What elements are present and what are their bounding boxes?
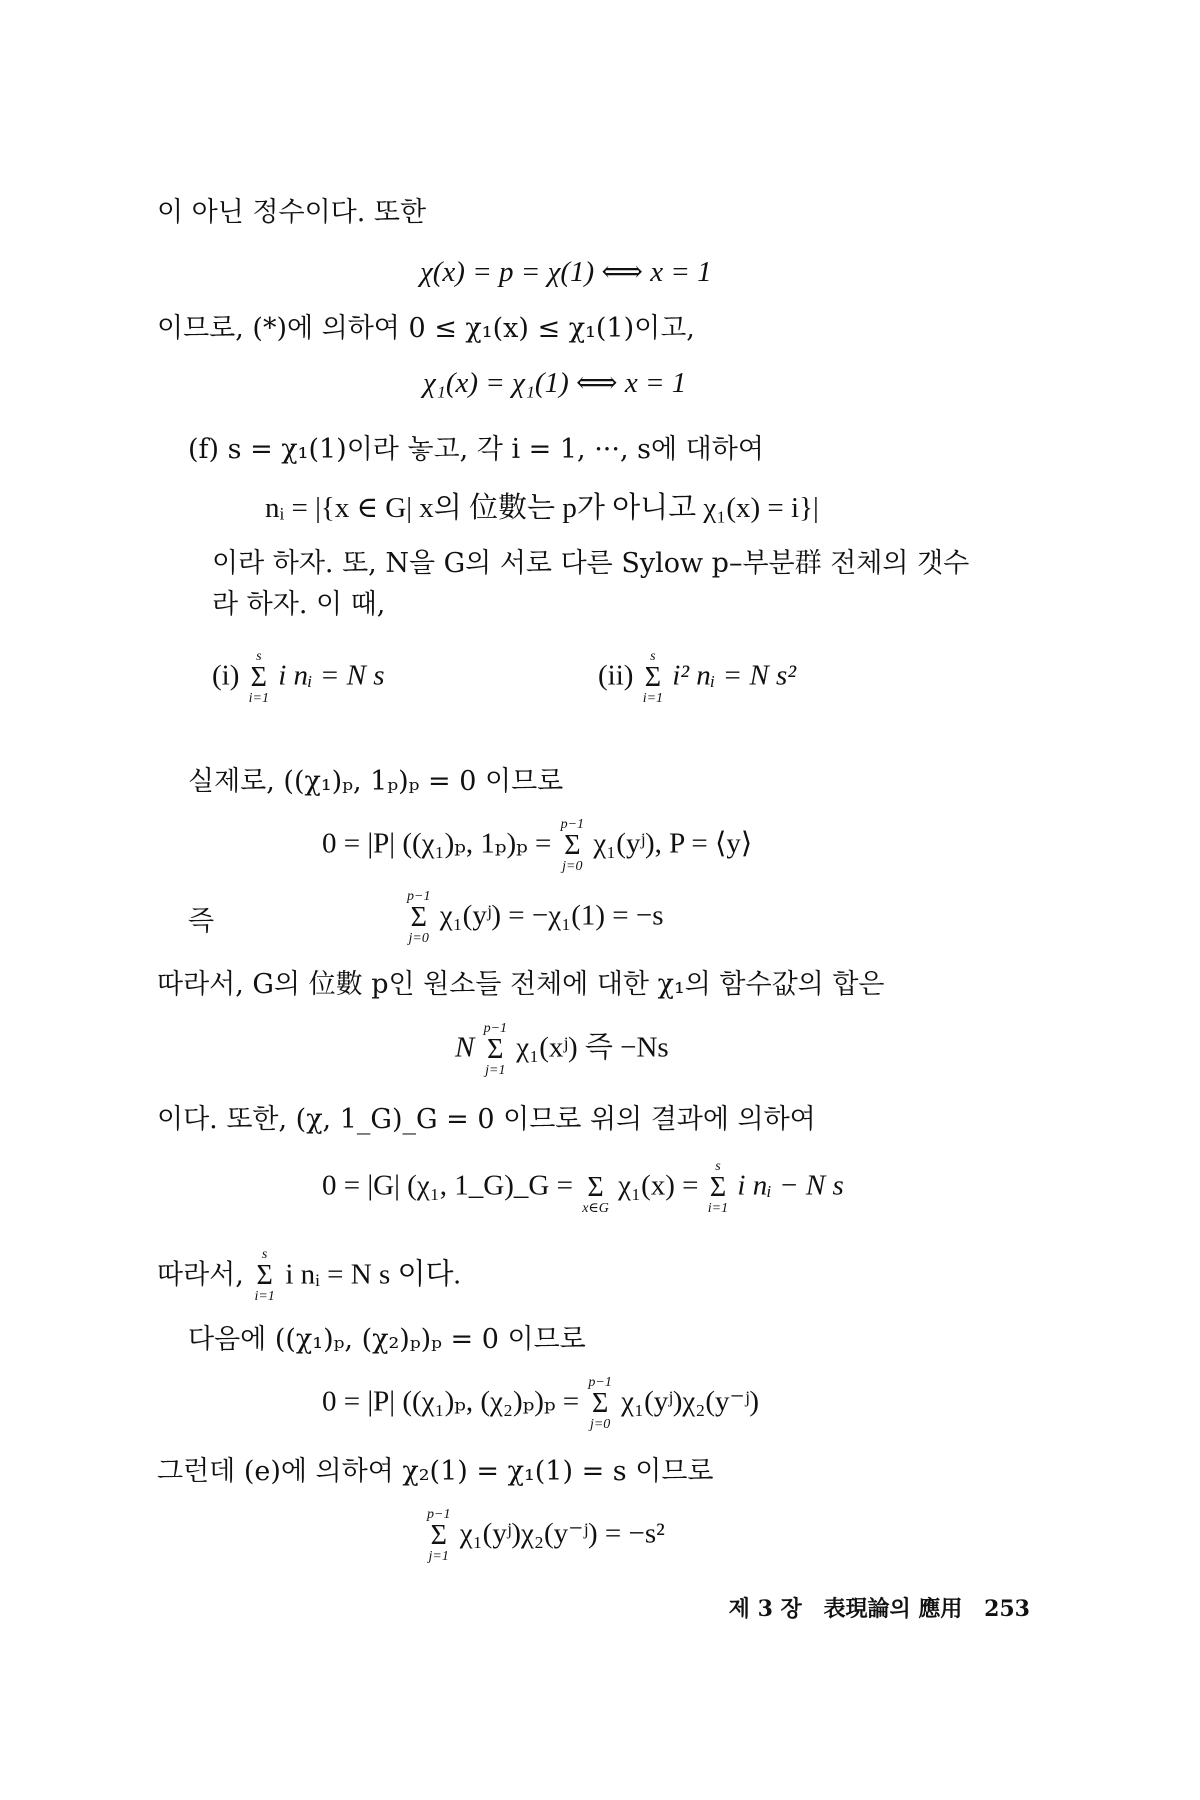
text-line (157, 1248, 461, 1304)
sum-lower: i=1 (254, 1289, 275, 1304)
sigma: Σ (644, 662, 661, 693)
summation (643, 650, 663, 706)
sigma: Σ (587, 1172, 604, 1203)
display-equation (405, 890, 664, 946)
summation (561, 818, 584, 874)
sigma: Σ (591, 1388, 609, 1419)
display-equation (455, 1022, 669, 1078)
summation (249, 650, 269, 706)
text-line: 라 하자. 이 때, (212, 589, 386, 620)
display-equation: χ₁(x) = χ₁(1) ⟺ x = 1 (423, 367, 687, 399)
footer-chapter: 제 3 장 (728, 1596, 802, 1622)
sum-lower: j=0 (562, 859, 583, 874)
summation (484, 1022, 507, 1078)
display-equation: nᵢ = |{x ∈ G| x의 位數는 p가 아니고 χ₁(x) = i}| (265, 492, 819, 524)
text-line: 이 아닌 정수이다. 또한 (157, 197, 427, 228)
eq-left: 0 = |G| (χ₁, 1_G)_G = (322, 1169, 573, 1202)
eq-left: N (455, 1031, 475, 1064)
sigma: Σ (564, 830, 581, 861)
sum-lower: j=0 (589, 1417, 611, 1432)
identity-ii (598, 650, 796, 706)
summation (407, 890, 430, 946)
sum-upper: s (256, 649, 262, 664)
sigma: Σ (430, 1520, 447, 1551)
sum-lower: i=1 (642, 691, 664, 706)
eq-right: χ₁(xʲ) 즉 −Ns (516, 1031, 669, 1064)
text-line: 그런데 (e)에 의하여 χ₂(1) = χ₁(1) = s 이므로 (157, 1456, 714, 1487)
text-line: 실제로, ((χ₁)ₚ, 1ₚ)ₚ = 0 이므로 (188, 766, 564, 797)
label: (i) (212, 659, 240, 692)
summation (427, 1508, 450, 1564)
display-equation (322, 818, 752, 874)
text-line: 이라 하자. 또, N을 G의 서로 다른 Sylow p–부분群 전체의 갯수 (212, 548, 970, 579)
display-equation (322, 1160, 844, 1216)
running-footer (715, 1592, 1030, 1623)
text-line: 따라서, G의 位數 p인 원소들 전체에 대한 χ₁의 함수값의 합은 (157, 969, 885, 1000)
display-equation (425, 1508, 665, 1564)
label: (ii) (598, 659, 634, 692)
identity-body: i² nᵢ = N s² (672, 659, 797, 692)
sum-upper: p−1 (407, 889, 431, 904)
text-line: 이다. 또한, (χ, 1_G)_G = 0 이므로 위의 결과에 의하여 (157, 1104, 816, 1135)
eq-right: χ₁(yʲ) = −χ₁(1) = −s (439, 899, 664, 932)
display-equation: χ(x) = p = χ(1) ⟺ x = 1 (420, 256, 712, 288)
text-line: 다음에 ((χ₁)ₚ, (χ₂)ₚ)ₚ = 0 이므로 (188, 1324, 586, 1355)
sum-upper: s (261, 1247, 268, 1262)
eq-right: χ₁(yʲ), P = ⟨y⟩ (593, 827, 753, 860)
eq-left: 0 = |P| ((χ₁)ₚ, (χ₂)ₚ)ₚ = (322, 1385, 580, 1418)
sum-upper: s (650, 649, 656, 664)
eq-mid: χ₁(x) = (618, 1169, 699, 1202)
eq-right: i nᵢ − N s (737, 1169, 844, 1202)
sigma: Σ (487, 1034, 504, 1065)
footer-title: 表現論의 應用 (823, 1596, 963, 1622)
identity-i (212, 650, 385, 706)
lead-text: 따라서, (157, 1259, 244, 1291)
sum-upper: p−1 (588, 1375, 612, 1390)
sigma: Σ (250, 662, 267, 693)
eq-right: χ₁(yʲ)χ₂(y⁻ʲ) (621, 1385, 760, 1418)
sum-lower: i=1 (248, 691, 269, 706)
sigma: Σ (410, 902, 427, 933)
sum-lower: j=0 (408, 931, 429, 946)
summation (588, 1376, 611, 1432)
eq-left: 0 = |P| ((χ₁)ₚ, 1ₚ)ₚ = (322, 827, 552, 860)
sum-lower: x∈G (582, 1201, 609, 1216)
page-number: 253 (984, 1596, 1030, 1622)
summation (254, 1248, 274, 1304)
text-line: 이므로, (*)에 의하여 0 ≤ χ₁(x) ≤ χ₁(1)이고, (157, 313, 695, 344)
sum-upper: p−1 (560, 817, 585, 832)
sigma: Σ (256, 1260, 273, 1291)
sum-upper: s (715, 1159, 721, 1174)
eq-right: χ₁(yʲ)χ₂(y⁻ʲ) = −s² (459, 1517, 665, 1550)
sum-lower: j=1 (485, 1063, 506, 1078)
summation (708, 1160, 728, 1216)
display-equation (322, 1376, 759, 1432)
trail-text: i nᵢ = N s 이다. (285, 1258, 461, 1291)
sum-lower: i=1 (707, 1201, 729, 1216)
text-line: (f) s = χ₁(1)이라 놓고, 각 i = 1, ···, s에 대하여 (188, 434, 764, 465)
sigma: Σ (709, 1172, 727, 1203)
sum-lower: j=1 (428, 1549, 449, 1564)
text-line: 즉 (188, 906, 215, 937)
sum-upper: p−1 (427, 1507, 451, 1522)
summation (582, 1160, 609, 1216)
sum-upper: p−1 (483, 1021, 508, 1036)
identity-body: i nᵢ = N s (278, 659, 385, 692)
